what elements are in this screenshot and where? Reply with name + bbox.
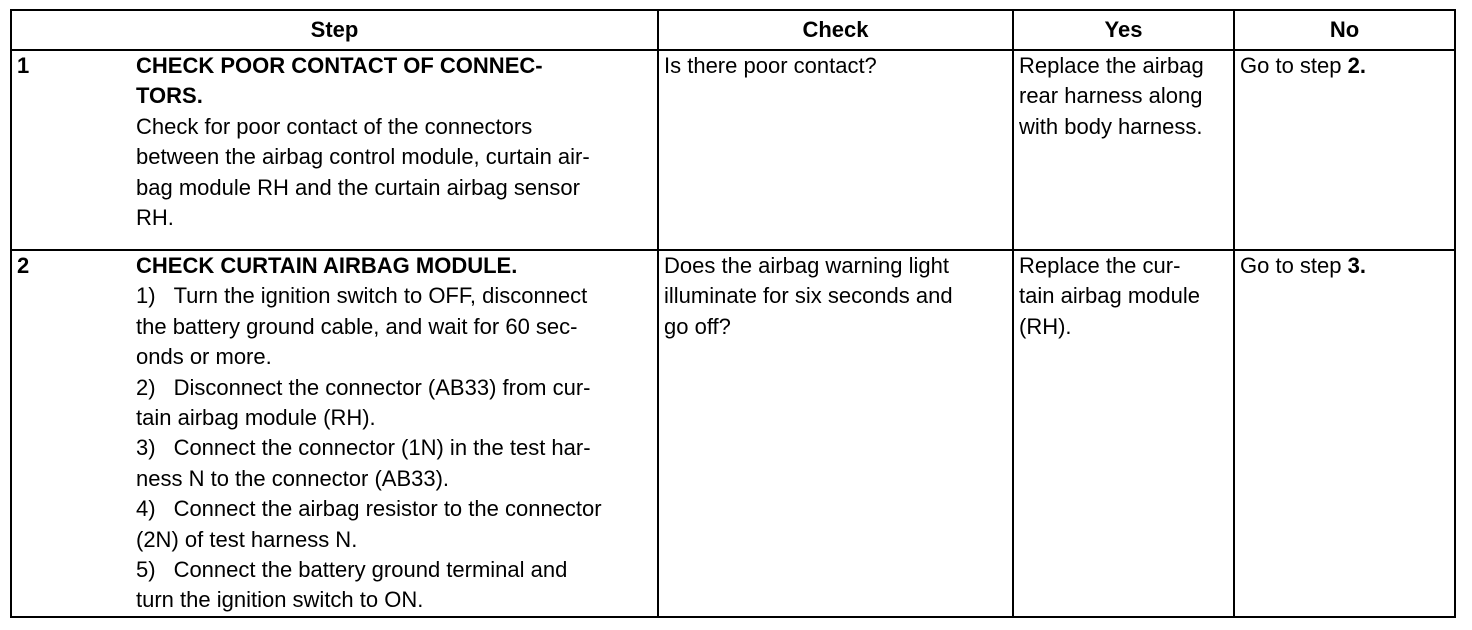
step-number: 2 bbox=[17, 253, 30, 278]
no-text: Go to step bbox=[1240, 53, 1348, 78]
substep-text: Connect the battery ground terminal and bbox=[173, 557, 568, 583]
substep-number: 2) bbox=[136, 374, 156, 400]
check-cell bbox=[658, 250, 1013, 617]
step-cell bbox=[11, 50, 658, 250]
table-row bbox=[11, 250, 1455, 617]
yes-text-line: with body harness. bbox=[1019, 113, 1203, 139]
no-text: Go to step bbox=[1240, 253, 1348, 278]
no-step-number: 2 bbox=[1347, 53, 1360, 78]
step-title-line: TORS. bbox=[136, 83, 203, 109]
substep-line bbox=[136, 494, 652, 524]
yes-text-line: tain airbag module bbox=[1019, 283, 1201, 309]
substep-line bbox=[136, 433, 652, 463]
check-text-line: go off? bbox=[664, 313, 731, 339]
yes-cell bbox=[1013, 50, 1234, 250]
check-cell bbox=[658, 50, 1013, 250]
substep-line bbox=[136, 373, 652, 403]
yes-cell bbox=[1013, 250, 1234, 617]
table-row bbox=[11, 50, 1455, 250]
check-text-line: Does the airbag warning light bbox=[664, 253, 949, 278]
substep-line: tain airbag module (RH). bbox=[136, 405, 376, 431]
substep-line bbox=[136, 281, 652, 311]
header-check: Check bbox=[658, 10, 1013, 50]
no-step-number: 3 bbox=[1347, 253, 1360, 278]
substep-text: Connect the connector (1N) in the test har- bbox=[173, 435, 591, 461]
substep-text: Disconnect the connector (AB33) from cur- bbox=[173, 374, 591, 400]
step-text-line: Check for poor contact of the connectors bbox=[136, 113, 533, 139]
table-header-row bbox=[11, 10, 1455, 50]
step-text-line: between the airbag control module, curtain air- bbox=[136, 144, 590, 170]
substep-number: 4) bbox=[136, 496, 156, 522]
step-text-line: bag module RH and the curtain airbag sensor bbox=[136, 174, 580, 200]
substep-line: (2N) of test harness N. bbox=[136, 526, 358, 552]
substep-number: 1) bbox=[136, 283, 156, 309]
step-title-line: CHECK CURTAIN AIRBAG MODULE. bbox=[136, 253, 518, 278]
diagnostic-table bbox=[10, 9, 1456, 618]
step-text-line: RH. bbox=[136, 205, 174, 231]
substep-line: ness N to the connector (AB33). bbox=[136, 465, 450, 491]
no-text-suffix: . bbox=[1359, 253, 1366, 278]
substep-text: Connect the airbag resistor to the connector bbox=[173, 496, 602, 522]
header-yes: Yes bbox=[1013, 10, 1234, 50]
check-text-line: Is there poor contact? bbox=[664, 53, 877, 78]
step-title-line: CHECK POOR CONTACT OF CONNEC- bbox=[136, 53, 543, 78]
no-text-suffix: . bbox=[1359, 53, 1366, 78]
header-step: Step bbox=[11, 10, 658, 50]
substep-text: Turn the ignition switch to OFF, disconnect bbox=[173, 283, 588, 309]
substep-number: 3) bbox=[136, 435, 156, 461]
substep-line: turn the ignition switch to ON. bbox=[136, 587, 424, 613]
step-number: 1 bbox=[17, 53, 30, 78]
yes-text-line: (RH). bbox=[1019, 313, 1072, 339]
yes-text-line: rear harness along bbox=[1019, 83, 1203, 109]
substep-line: the battery ground cable, and wait for 60 sec- bbox=[136, 313, 578, 339]
substep-line: onds or more. bbox=[136, 344, 272, 370]
step-content bbox=[136, 51, 652, 233]
yes-text-line: Replace the airbag bbox=[1019, 53, 1204, 78]
step-cell bbox=[11, 250, 658, 617]
no-cell bbox=[1234, 250, 1455, 617]
yes-text-line: Replace the cur- bbox=[1019, 253, 1181, 278]
substep-line bbox=[136, 555, 652, 585]
header-no: No bbox=[1234, 10, 1455, 50]
check-text-line: illuminate for six seconds and bbox=[664, 283, 953, 309]
step-content bbox=[136, 251, 652, 616]
substep-number: 5) bbox=[136, 557, 156, 583]
no-cell bbox=[1234, 50, 1455, 250]
